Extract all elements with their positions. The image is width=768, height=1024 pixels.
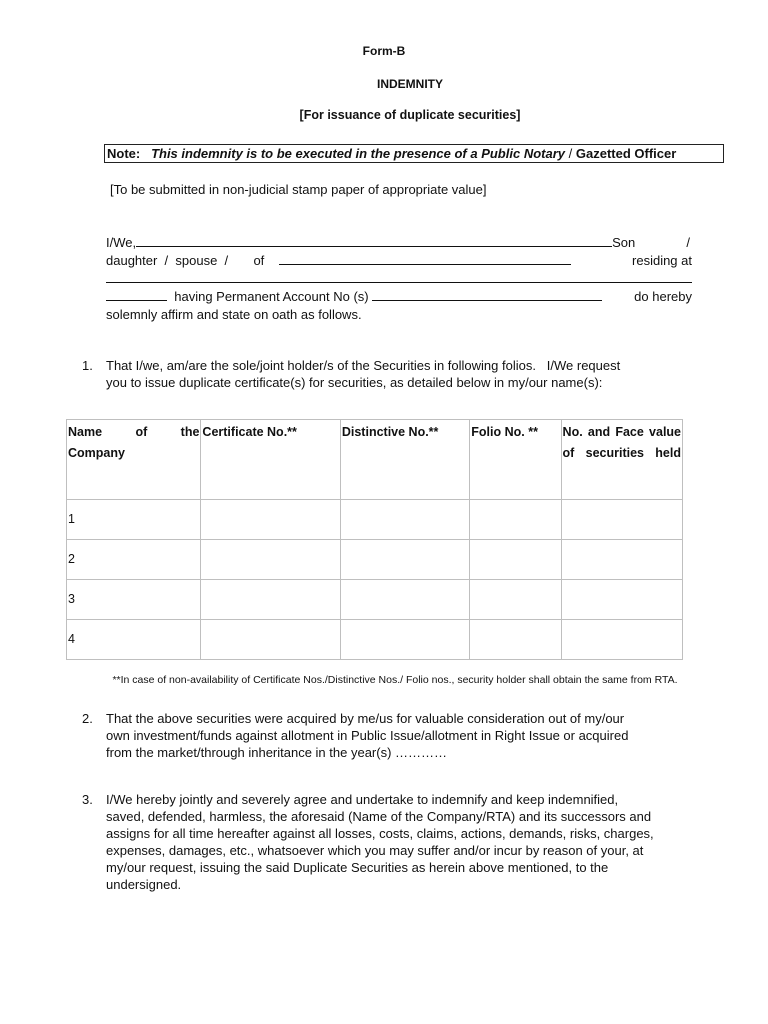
address-blank[interactable]	[106, 270, 692, 283]
of-label: of	[253, 253, 265, 268]
parent-name-blank[interactable]	[279, 252, 571, 265]
table-row	[67, 500, 683, 540]
note-label: Note:	[107, 146, 141, 161]
form-label: Form-B	[362, 44, 406, 58]
declaration-line-1	[106, 234, 692, 252]
note-suffix: Gazetted Officer	[575, 146, 677, 161]
table-cell[interactable]	[561, 620, 682, 660]
header-distinctive-no: Distinctive No.**	[340, 420, 469, 500]
clause-1-text	[106, 357, 692, 391]
clause-3-line: my/our request, issuing the said Duplicate Securities as herein above mentioned, to the	[106, 860, 609, 875]
clause-2-number: 2.	[82, 711, 93, 726]
declaration-line-5	[106, 306, 692, 324]
table-row	[67, 620, 683, 660]
table-cell[interactable]	[470, 500, 561, 540]
do-hereby-label: do hereby	[634, 289, 692, 304]
affirm-text: solemnly affirm and state on oath as follows.	[106, 307, 362, 322]
clause-1-number: 1.	[82, 358, 93, 373]
clause-1-line: you to issue duplicate certificate(s) for securities, as detailed below in my/our name(s):	[106, 375, 603, 390]
clause-3-line: I/We hereby jointly and severely agree and undertake to indemnify and keep indemnified,	[106, 792, 619, 807]
clause-2-line: That the above securities were acquired by me/us for valuable consideration out of my/our	[106, 711, 625, 726]
row-index: 2	[67, 540, 201, 580]
clause-3-text	[106, 791, 692, 893]
residing-label: residing at	[632, 253, 692, 268]
spouse-label: spouse	[175, 253, 218, 268]
table-cell[interactable]	[201, 580, 340, 620]
row-index: 3	[67, 580, 201, 620]
table-cell[interactable]	[561, 540, 682, 580]
table-cell[interactable]	[340, 620, 469, 660]
table-footnote: **In case of non-availability of Certificate Nos./Distinctive Nos./ Folio nos., security holder shall obtain the same from RTA.	[112, 674, 678, 686]
document-title: INDEMNITY	[377, 77, 443, 91]
clause-1-line: That I/we, am/are the sole/joint holder/s of the Securities in following folios. I/We request	[106, 358, 621, 373]
name-blank[interactable]	[136, 234, 612, 247]
header-folio-no: Folio No. **	[470, 420, 561, 500]
table-cell[interactable]	[470, 620, 561, 660]
clause-3-line: saved, defended, harmless, the aforesaid (Name of the Company/RTA) and its successors and	[106, 809, 652, 824]
stamp-instruction: [To be submitted in non-judicial stamp paper of appropriate value]	[110, 182, 487, 197]
table-cell[interactable]	[561, 500, 682, 540]
table-cell[interactable]	[201, 620, 340, 660]
declaration-line-2: daughter / spouse / of residing at	[106, 253, 692, 268]
clause-2-line: own investment/funds against allotment in Public Issue/allotment in Right Issue or acquired	[106, 728, 629, 743]
table-row	[67, 580, 683, 620]
note-text: This indemnity is to be executed in the presence of a Public Notary	[151, 146, 565, 161]
table-cell[interactable]	[340, 540, 469, 580]
header-company-name: Name of the Company	[67, 420, 201, 500]
son-label: Son	[612, 235, 636, 250]
document-subtitle: [For issuance of duplicate securities]	[299, 108, 521, 122]
pan-blank[interactable]	[372, 288, 602, 301]
clause-3-line: assigns for all time hereafter against all losses, costs, claims, actions, demands, risks, charges,	[106, 826, 654, 841]
header-certificate-no: Certificate No.**	[201, 420, 340, 500]
iwe-label: I/We,	[106, 235, 137, 250]
table-cell[interactable]	[470, 580, 561, 620]
table-cell[interactable]	[201, 500, 340, 540]
slash-label: /	[686, 235, 690, 250]
table-row	[67, 540, 683, 580]
address-blank-2[interactable]	[106, 288, 167, 301]
clause-2-text	[106, 710, 692, 761]
row-index: 1	[67, 500, 201, 540]
pan-label: having Permanent Account No (s)	[174, 289, 369, 304]
clause-2-line: from the market/through inheritance in the year(s) …………	[106, 745, 448, 760]
table-header-row	[67, 420, 683, 500]
clause-3-number: 3.	[82, 792, 93, 807]
securities-table	[66, 419, 683, 660]
row-index: 4	[67, 620, 201, 660]
declaration-line-3	[106, 270, 692, 288]
clause-3-line: undersigned.	[106, 877, 182, 892]
declaration-block	[106, 234, 692, 324]
note-box	[104, 144, 724, 163]
note-separator: /	[568, 146, 573, 161]
table-cell[interactable]	[340, 580, 469, 620]
table-cell[interactable]	[561, 580, 682, 620]
table-cell[interactable]	[201, 540, 340, 580]
table-cell[interactable]	[340, 500, 469, 540]
daughter-label: daughter	[106, 253, 158, 268]
clause-3-line: expenses, damages, etc., whatsoever which you may suffer and/or incur by reason of your, at	[106, 843, 644, 858]
declaration-line-4	[106, 288, 692, 306]
header-face-value: No. and Face value of securities held	[561, 420, 682, 500]
table-cell[interactable]	[470, 540, 561, 580]
